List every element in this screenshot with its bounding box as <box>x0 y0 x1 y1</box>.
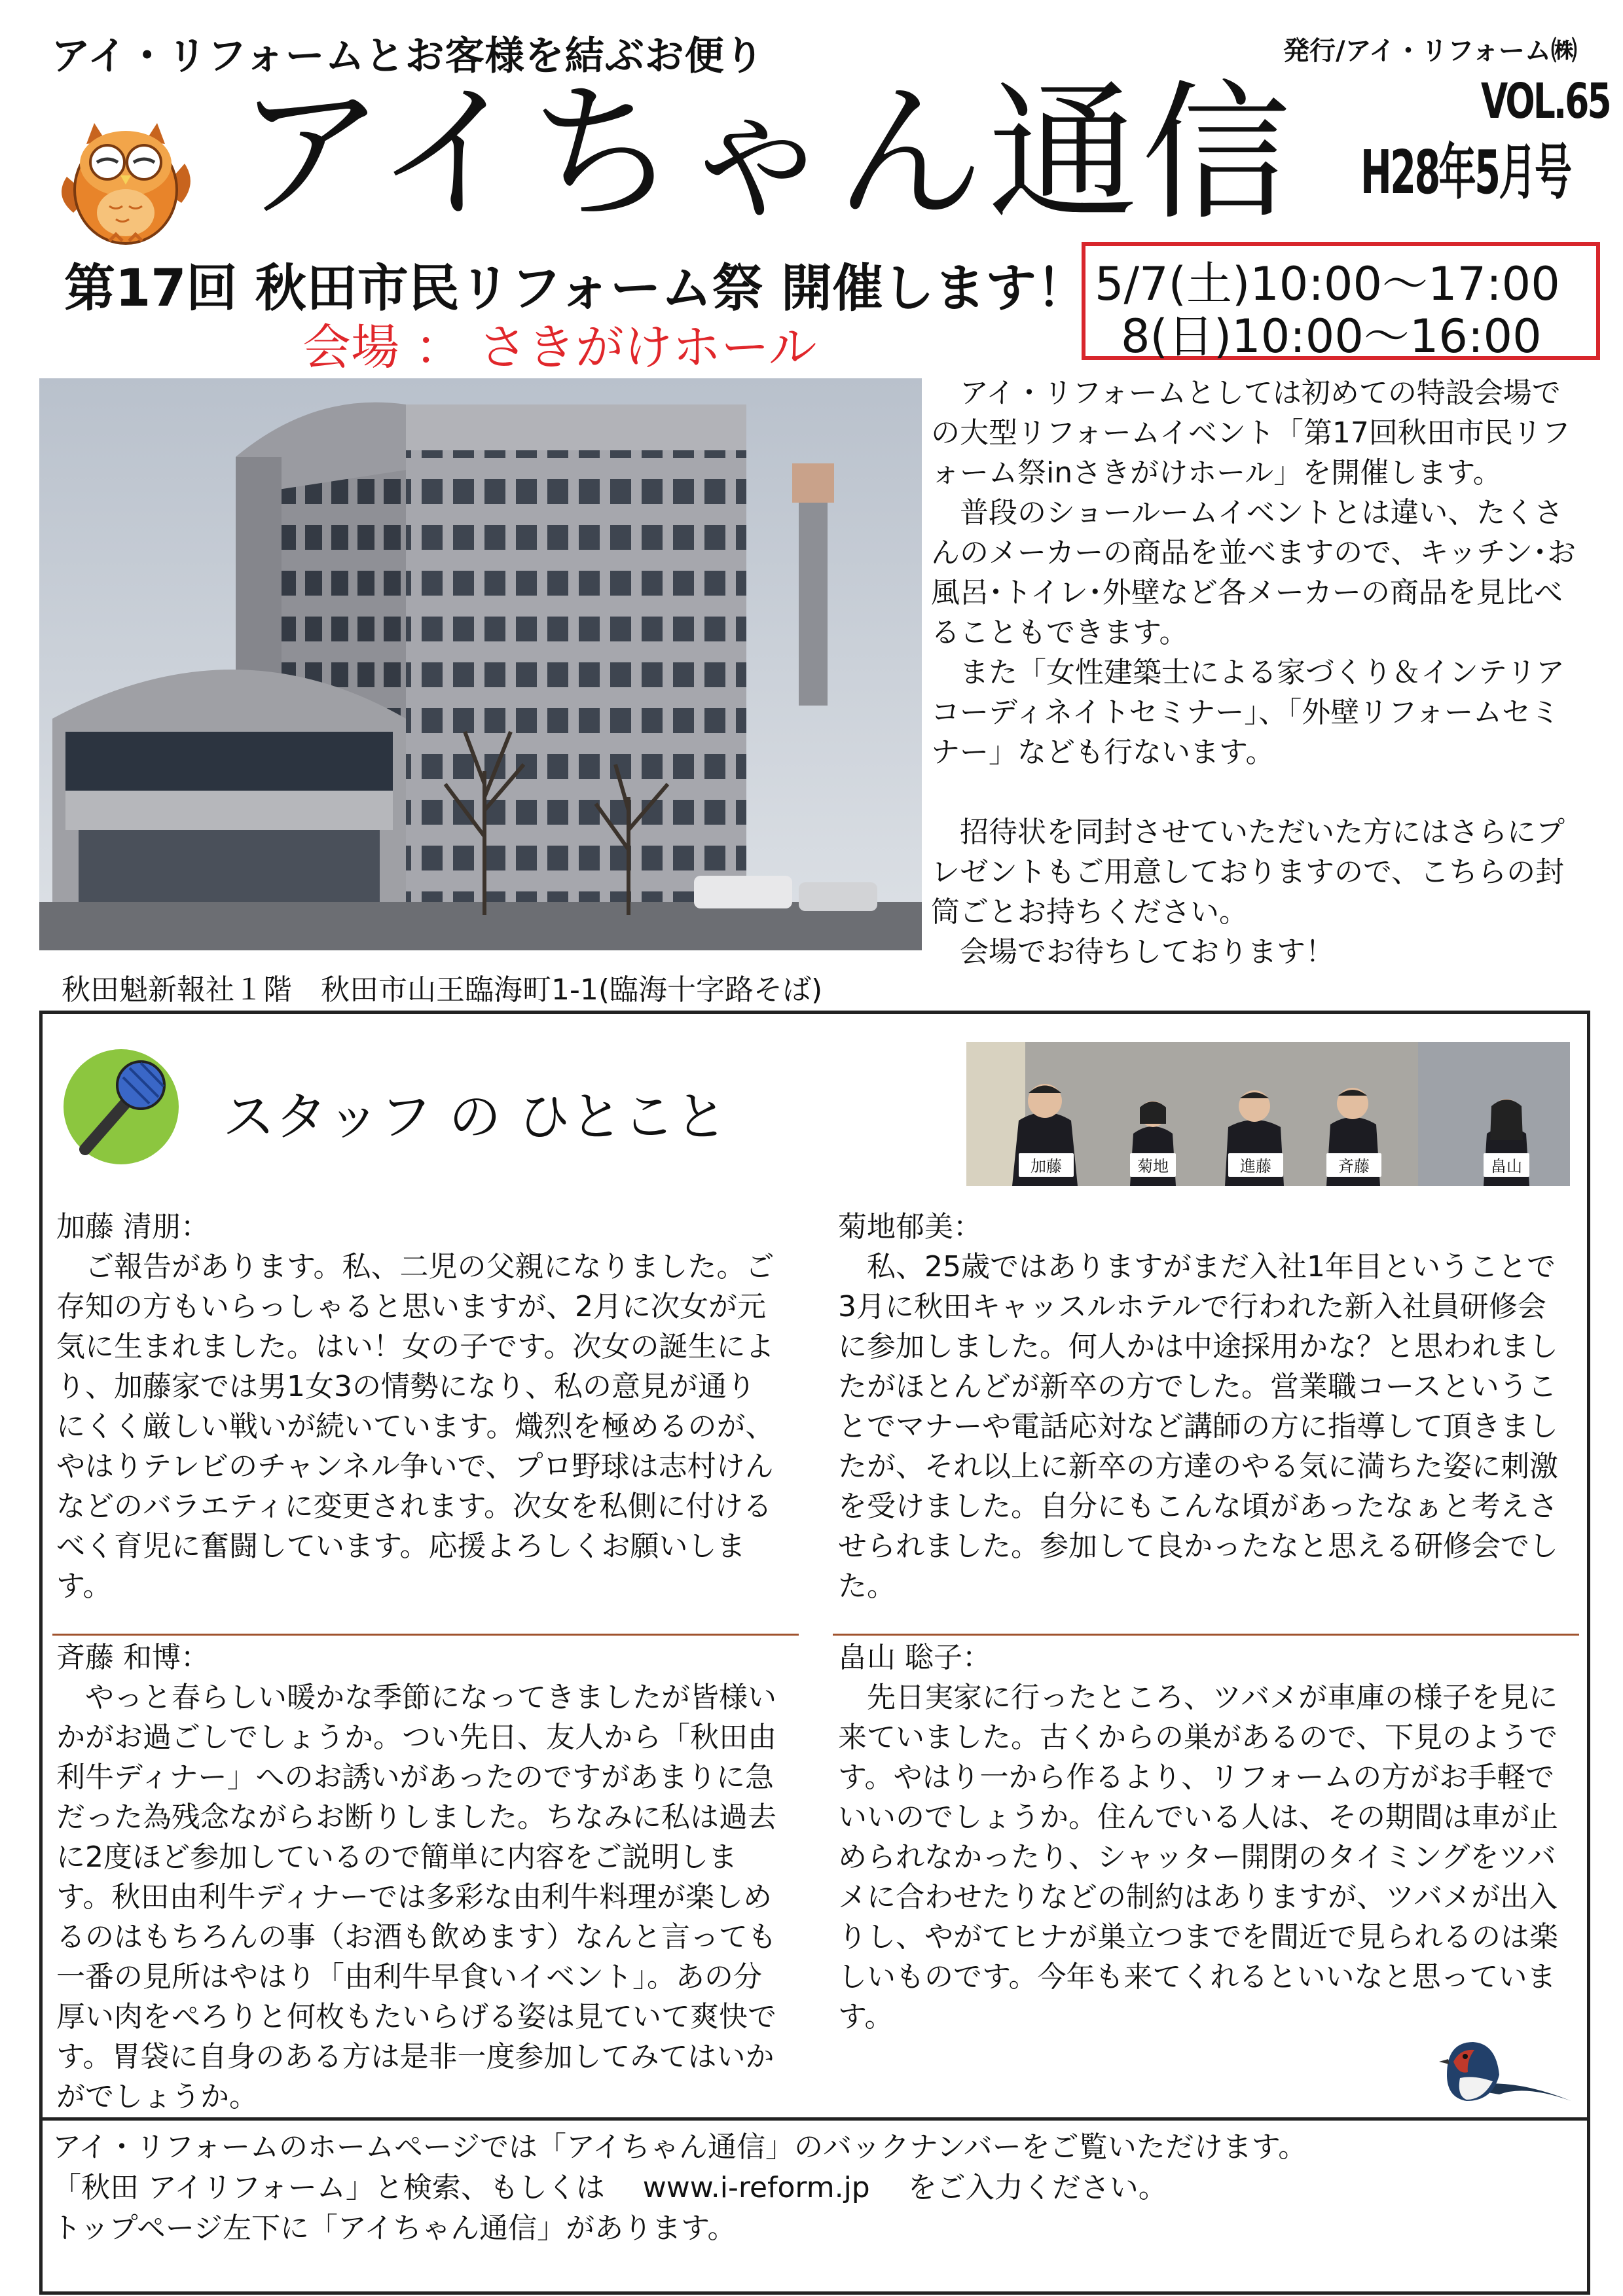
staff-comment: 私、25歳ではありますがまだ入社1年目ということで3月に秋田キャッスルホテルで行われた新入社員研修会に参加しました。何人かは中途採用かな？と思われましたがほとんどが新卒の方でした。営業職コースということでマナーや電話応対など講師の方に指導して頂きましたが、それ以上に新卒の方達のやる気に満ちた姿に刺激を受けました。自分にもこんな頃があったなぁと考えさせられました。参加して良かったなと思える研修会でした。 <box>838 1250 1558 1603</box>
photo-caption: 秋田魁新報社１階 秋田市山王臨海町1-1(臨海十字路そば) <box>62 973 823 1007</box>
staff-entry-kikuchi <box>838 1207 1558 1606</box>
staff-photo-label: 畠山 <box>1491 1157 1522 1175</box>
event-headline: 第17回 秋田市民リフォーム祭 開催します！ <box>64 259 1087 318</box>
staff-section-heading: スタッフ の ひとこと <box>223 1086 727 1147</box>
tagline: アイ・リフォームとお客様を結ぶお便り <box>51 33 765 79</box>
staff-group-photo <box>966 1042 1570 1186</box>
staff-photo-label: 加藤 <box>1030 1157 1062 1175</box>
staff-entry-hatakeyama <box>838 1638 1558 2037</box>
publisher: 発行/アイ・リフォーム㈱ <box>1283 36 1578 66</box>
footer-line2[interactable]: 「秋田 アイリフォーム」と検索、もしくは www.i-reform.jp をご入力ください。 <box>52 2171 1167 2204</box>
staff-comment: やっと春らしい暖かな季節になってきましたが皆様いかがお過ごしでしょうか。つい先日、友人から「秋田由利牛ディナー」へのお誘いがあったのですがあまりに急だった為残念ながらお断りしました。ちなみに私は過去に2度ほど参加しているので簡単に内容をご説明します。秋田由利牛ディナーでは多彩な由利牛料理が楽しめるのはもちろんの事（お酒も飲めます）なんと言っても一番の見所はやはり「由利牛早食いイベント」。あの分厚い肉をぺろりと何枚もたいらげる姿は見ていて爽快です。胃袋に自身のある方は是非一度参加してみてはいかがでしょうか。 <box>56 1681 776 2113</box>
staff-comment: ご報告があります。私、二児の父親になりました。ご存知の方もいらっしゃると思いますが、2月に次女が元気に生まれました。はい！女の子です。次女の誕生により、加藤家では男1女3の情勢になり、私の意見が通りにくく厳しい戦いが続いています。熾烈を極めるのが、やはりテレビのチャンネル争いで、プロ野球は志村けんなどのバラエティに変更されます。次女を私側に付けるべく育児に奮闘しています。応援よろしくお願いします。 <box>56 1250 775 1603</box>
event-date-line2: 8(日)10:00～16:00 <box>1121 310 1542 363</box>
staff-comment: 先日実家に行ったところ、ツバメが車庫の様子を見に来ていました。古くからの巣があるので、下見のようです。やはり一から作るより、リフォームの方がお手軽でいいのでしょうか。住んでいる人は、その期間は車が止められなかったり、シャッター開閉のタイミングをツバメに合わせたりなどの制約はありますが、ツバメが出入りし、やがてヒナが巣立つまでを間近で見られるのは楽しいものです。今年も来てくれるといいなと思っています。 <box>838 1681 1558 2034</box>
venue-building-photo <box>39 378 922 950</box>
event-paragraph: 招待状を同封させていただいた方にはさらにプレゼントもご用意しておりますので、こちらの封筒ごとお持ちください。 <box>931 816 1565 929</box>
column-divider <box>52 1634 799 1636</box>
staff-name: 斉藤 和博： <box>56 1641 210 1674</box>
paragraph-gap <box>931 772 1586 812</box>
event-paragraph: アイ・リフォームとしては初めての特設会場での大型リフォームイベント「第17回秋田市民リフォーム祭inさきがけホール」を開催します。 <box>931 376 1571 490</box>
swallow-bird-icon <box>1421 2016 1578 2114</box>
event-paragraph: 普段のショールームイベントとは違い、たくさんのメーカーの商品を並べますので、キッチン･お風呂･トイレ･外壁など各メーカーの商品を見比べることもできます。 <box>931 496 1577 649</box>
masthead-title: アイちゃん通信 <box>236 66 1295 240</box>
staff-name: 加藤 清朋： <box>56 1210 210 1244</box>
staff-photo-label: 進藤 <box>1240 1157 1271 1175</box>
event-venue: 会場 ： さきがけホール <box>302 319 817 376</box>
staff-photo-label: 斉藤 <box>1338 1157 1370 1175</box>
issue-date: H28年5月号 <box>1360 137 1571 207</box>
event-date-line1: 5/7(土)10:00～17:00 <box>1095 257 1560 311</box>
staff-name: 畠山 聡子： <box>838 1641 991 1674</box>
volume-number: VOL.65 <box>1481 73 1610 130</box>
footer-line1: アイ・リフォームのホームページでは「アイちゃん通信」のバックナンバーをご覧いただけます。 <box>52 2130 1307 2164</box>
event-paragraph: また「女性建築士による家づくり＆インテリアコーディネイトセミナー」、「外壁リフォームセミナー」なども行ないます。 <box>931 656 1565 769</box>
staff-entry-saito <box>56 1638 776 2117</box>
event-description <box>931 373 1586 972</box>
footer-line3: トップページ左下に「アイちゃん通信」があります。 <box>52 2212 737 2245</box>
staff-photo-label: 菊地 <box>1137 1157 1169 1175</box>
event-paragraph: 会場でお待ちしております！ <box>960 935 1334 969</box>
column-divider <box>833 1634 1579 1636</box>
microphone-icon <box>59 1045 183 1169</box>
owl-mascot-icon <box>54 98 198 249</box>
staff-entry-kato <box>56 1207 776 1606</box>
staff-name: 菊地郁美： <box>838 1210 982 1244</box>
